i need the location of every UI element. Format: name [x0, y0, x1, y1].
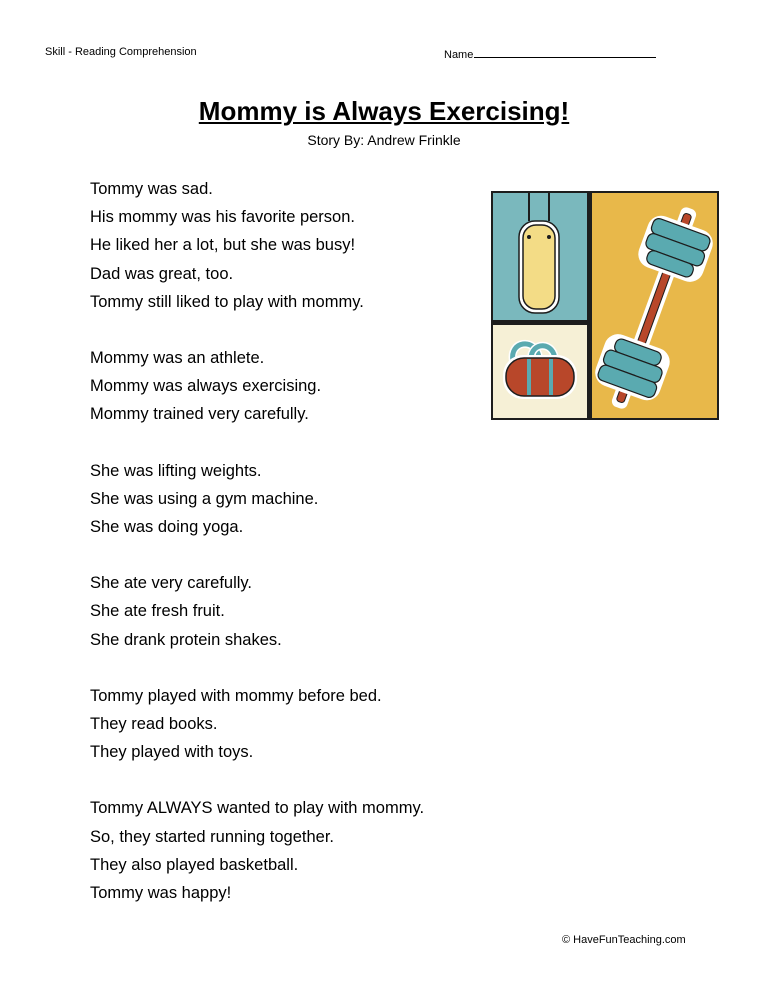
- stanza: [90, 794, 480, 907]
- story-line: He liked her a lot, but she was busy!: [90, 236, 356, 255]
- story-line: Dad was great, too.: [90, 264, 234, 283]
- story-line: She was lifting weights.: [90, 461, 262, 480]
- stanza: [90, 682, 480, 767]
- story-line: She ate fresh fruit.: [90, 602, 225, 621]
- story-line: They read books.: [90, 715, 218, 734]
- story-line: They also played basketball.: [90, 855, 299, 874]
- stanza: [90, 175, 480, 316]
- story-line: Tommy was happy!: [90, 884, 232, 903]
- story-line: Tommy ALWAYS wanted to play with mommy.: [90, 799, 425, 818]
- story-line: She ate very carefully.: [90, 574, 253, 593]
- stanza: [90, 344, 480, 429]
- skill-label: Skill - Reading Comprehension: [45, 46, 197, 58]
- exercise-illustration: [491, 191, 719, 420]
- name-underline: [474, 46, 656, 58]
- story-line: Tommy still liked to play with mommy.: [90, 292, 364, 311]
- story-line: His mommy was his favorite person.: [90, 208, 355, 227]
- stanza: [90, 457, 480, 542]
- story-line: So, they started running together.: [90, 827, 334, 846]
- story-line: Mommy trained very carefully.: [90, 405, 309, 424]
- name-label: Name: [444, 49, 474, 61]
- story-line: She drank protein shakes.: [90, 630, 282, 649]
- story-line: Tommy was sad.: [90, 180, 213, 198]
- story-line: She was using a gym machine.: [90, 489, 319, 508]
- story-line: Tommy played with mommy before bed.: [90, 686, 382, 705]
- stanza: [90, 569, 480, 654]
- name-field: [444, 46, 656, 61]
- story-text: [90, 175, 480, 935]
- story-line: Mommy was always exercising.: [90, 377, 322, 396]
- story-line: Mommy was an athlete.: [90, 349, 265, 368]
- page-title: Mommy is Always Exercising!: [198, 96, 570, 126]
- byline: Story By: Andrew Frinkle: [307, 132, 461, 148]
- story-line: They played with toys.: [90, 743, 254, 762]
- copyright-footer: © HaveFunTeaching.com: [562, 934, 686, 946]
- story-line: She was doing yoga.: [90, 518, 244, 537]
